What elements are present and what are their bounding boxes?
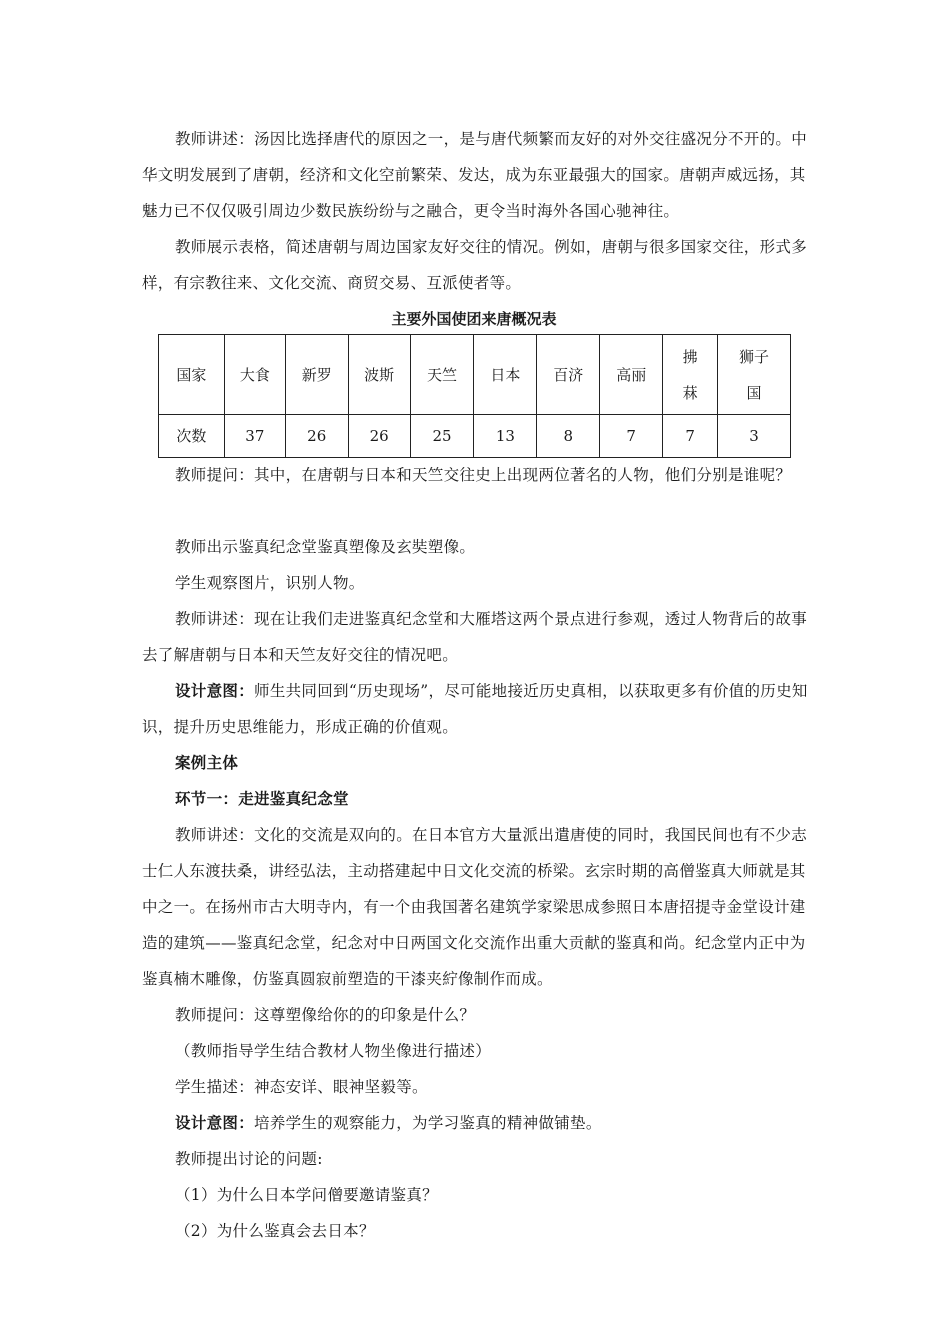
- table-cell-text: 狮子: [739, 347, 770, 366]
- table-cell-country: 波斯: [348, 335, 410, 415]
- table-cell-text: 国: [746, 383, 762, 402]
- table-cell-country: 百济: [537, 335, 600, 415]
- table-cell-count: 37: [224, 415, 285, 458]
- table-row-countries: [159, 335, 791, 415]
- paragraph-design-intent-2: [142, 1105, 810, 1141]
- table-cell-country: 天竺: [410, 335, 474, 415]
- table-cell-country: 日本: [474, 335, 537, 415]
- paragraph-teacher-lecture-visit: 教师讲述：现在让我们走进鉴真纪念堂和大雁塔这两个景点进行参观，透过人物背后的故事去了解唐朝与日本和天竺友好交往的情况吧。: [142, 610, 808, 664]
- design-intent-text: 培养学生的观察能力，为学习鉴真的精神做铺垫。: [254, 1114, 602, 1132]
- table-header-label: 国家: [159, 335, 225, 415]
- table-cell-country: 大食: [224, 335, 285, 415]
- paragraph-design-intent-1: [142, 673, 810, 745]
- discussion-question-1: （1）为什么日本学问僧要邀请鉴真？: [175, 1186, 438, 1204]
- design-intent-label: 设计意图：: [175, 681, 255, 700]
- table-cell-country-fulin: [663, 335, 718, 415]
- section-heading-case-body: 案例主体: [175, 753, 239, 772]
- paragraph-intro-lecture: 教师讲述：汤因比选择唐代的原因之一，是与唐代频繁而友好的对外交往盛况分不开的。中华文明发展到了唐朝，经济和文化空前繁荣、发达，成为东亚最强大的国家。唐朝声威远扬，其魅力已不仅仅吸引周边少数民族纷纷与之融合，更令当时海外各国心驰神往。: [142, 130, 808, 220]
- table-cell-text: 拂: [682, 347, 698, 366]
- table-cell-count: 7: [663, 415, 718, 458]
- table-cell-country: 新罗: [285, 335, 348, 415]
- table-cell-count: 26: [348, 415, 410, 458]
- paragraph-student-observe: 学生观察图片，识别人物。: [175, 574, 365, 592]
- table-cell-count: 26: [285, 415, 348, 458]
- table-row-counts: [159, 415, 791, 458]
- paragraph-teacher-guidance: （教师指导学生结合教材人物坐像进行描述）: [175, 1042, 492, 1060]
- table-caption: 主要外国使团来唐概况表: [391, 310, 557, 328]
- table-cell-country-shizi: [718, 335, 791, 415]
- paragraph-show-statues: 教师出示鉴真纪念堂鉴真塑像及玄奘塑像。: [175, 538, 476, 556]
- design-intent-text: 师生共同回到“历史现场”，尽可能地接近历史真相，以获取更多有价值的历史知识，提升历史思维能力，形成正确的价值观。: [142, 682, 808, 736]
- table-cell-count: 8: [537, 415, 600, 458]
- envoy-table: [158, 334, 791, 458]
- paragraph-discussion-intro: 教师提出讨论的问题:: [175, 1150, 323, 1168]
- paragraph-teacher-question: 教师提问：其中，在唐朝与日本和天竺交往史上出现两位著名的人物，他们分别是谁呢？: [175, 466, 792, 484]
- table-header-label: 次数: [159, 415, 225, 458]
- table-cell-count: 7: [600, 415, 663, 458]
- design-intent-label: 设计意图：: [175, 1113, 255, 1132]
- paragraph-student-description: 学生描述：神态安详、眼神坚毅等。: [175, 1078, 428, 1096]
- table-cell-count: 25: [410, 415, 474, 458]
- table-cell-country: 高丽: [600, 335, 663, 415]
- discussion-question-2: （2）为什么鉴真会去日本？: [175, 1222, 375, 1240]
- paragraph-table-intro: 教师展示表格，简述唐朝与周边国家友好交往的情况。例如，唐朝与很多国家交往，形式多样，有宗教往来、文化交流、商贸交易、互派使者等。: [142, 238, 808, 292]
- paragraph-statue-question: 教师提问：这尊塑像给你的的印象是什么？: [175, 1006, 476, 1024]
- section-heading-step-one: 环节一：走进鉴真纪念堂: [175, 789, 349, 808]
- table-cell-count: 13: [474, 415, 537, 458]
- table-cell-text: 菻: [682, 383, 698, 402]
- table-cell-count: 3: [718, 415, 791, 458]
- paragraph-jianzhen-lecture: 教师讲述：文化的交流是双向的。在日本官方大量派出遣唐使的同时，我国民间也有不少志士仁人东渡扶桑，讲经弘法，主动搭建起中日文化交流的桥梁。玄宗时期的高僧鉴真大师就是其中之一。在扬州市古大明寺内，有一个由我国著名建筑学家梁思成参照日本唐招提寺金堂设计建造的建筑——鉴真纪念堂，纪念对中日两国文化交流作出重大贡献的鉴真和尚。纪念堂内正中为鉴真楠木雕像，仿鉴真圆寂前塑造的干漆夹紵像制作而成。: [142, 826, 808, 988]
